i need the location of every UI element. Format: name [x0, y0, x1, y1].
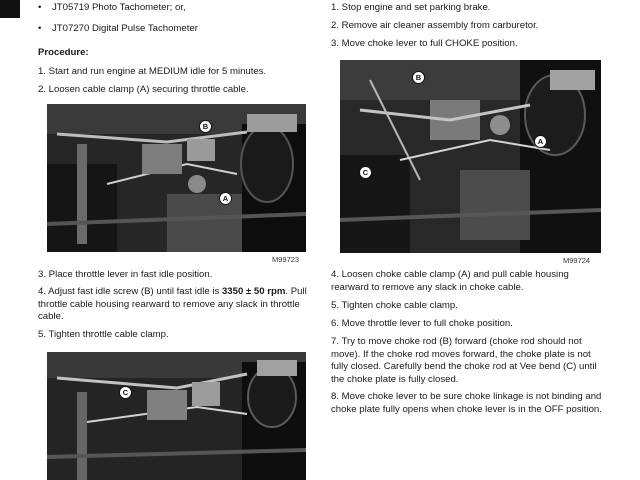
right-step-6: 6. Move throttle lever to full choke position.	[331, 318, 513, 329]
right-step-7: 7. Try to move choke rod (B) forward (choke rod should not move). If the choke rod moves forward, the choke plate is not fully closed. Carefully bend the choke rod at Vee bend (C) until the choke plate is fully closed.	[331, 336, 597, 385]
choke-linkage-photo	[340, 60, 601, 253]
page-corner-tab	[0, 0, 20, 18]
callout-c: C	[119, 386, 132, 399]
callout-b: B	[412, 71, 425, 84]
right-step-2: 2. Remove air cleaner assembly from carburetor.	[331, 20, 539, 31]
right-step-3: 3. Move choke lever to full CHOKE position.	[331, 38, 518, 49]
fast-idle-screw-illustration	[47, 352, 306, 480]
left-step-3: 3. Place throttle lever in fast idle position.	[38, 269, 213, 280]
fast-idle-screw-photo	[47, 352, 306, 480]
throttle-linkage-photo	[47, 104, 306, 252]
throttle-linkage-illustration	[47, 104, 306, 252]
callout-a: A	[534, 135, 547, 148]
fast-idle-rpm-value: 3350 ± 50 rpm	[221, 286, 286, 297]
left-step-4: 4. Adjust fast idle screw (B) until fast idle is 3350 ± 50 rpm. Pull throttle cable housing rearward to remove any slack in throttle cable.	[38, 286, 307, 323]
figure-id-m99723: M99723	[272, 255, 300, 264]
bullet-dot-icon: •	[38, 2, 42, 13]
left-step-5: 5. Tighten throttle cable clamp.	[38, 329, 169, 340]
procedure-heading: Procedure:	[38, 47, 89, 58]
left-step-1: 1. Start and run engine at MEDIUM idle for 5 minutes.	[38, 66, 267, 77]
bullet-digital-tachometer: • JT07270 Digital Pulse Tachometer	[38, 23, 198, 34]
bullet-dot-icon: •	[38, 23, 42, 34]
right-step-4: 4. Loosen choke cable clamp (A) and pull cable housing rearward to remove any slack in choke cable.	[331, 269, 569, 293]
figure-id-m99724: M99724	[563, 256, 591, 265]
choke-linkage-illustration	[340, 60, 601, 253]
bullet-photo-tachometer: • JT05719 Photo Tachometer; or,	[38, 2, 186, 13]
callout-a: A	[219, 192, 232, 205]
callout-b: B	[199, 120, 212, 133]
left-step-2: 2. Loosen cable clamp (A) securing throttle cable.	[38, 84, 249, 95]
right-step-8: 8. Move choke lever to be sure choke linkage is not binding and choke plate fully opens when choke lever is in the OFF position.	[331, 391, 602, 415]
right-step-5: 5. Tighten choke cable clamp.	[331, 300, 458, 311]
right-step-1: 1. Stop engine and set parking brake.	[331, 2, 491, 13]
callout-c: C	[359, 166, 372, 179]
